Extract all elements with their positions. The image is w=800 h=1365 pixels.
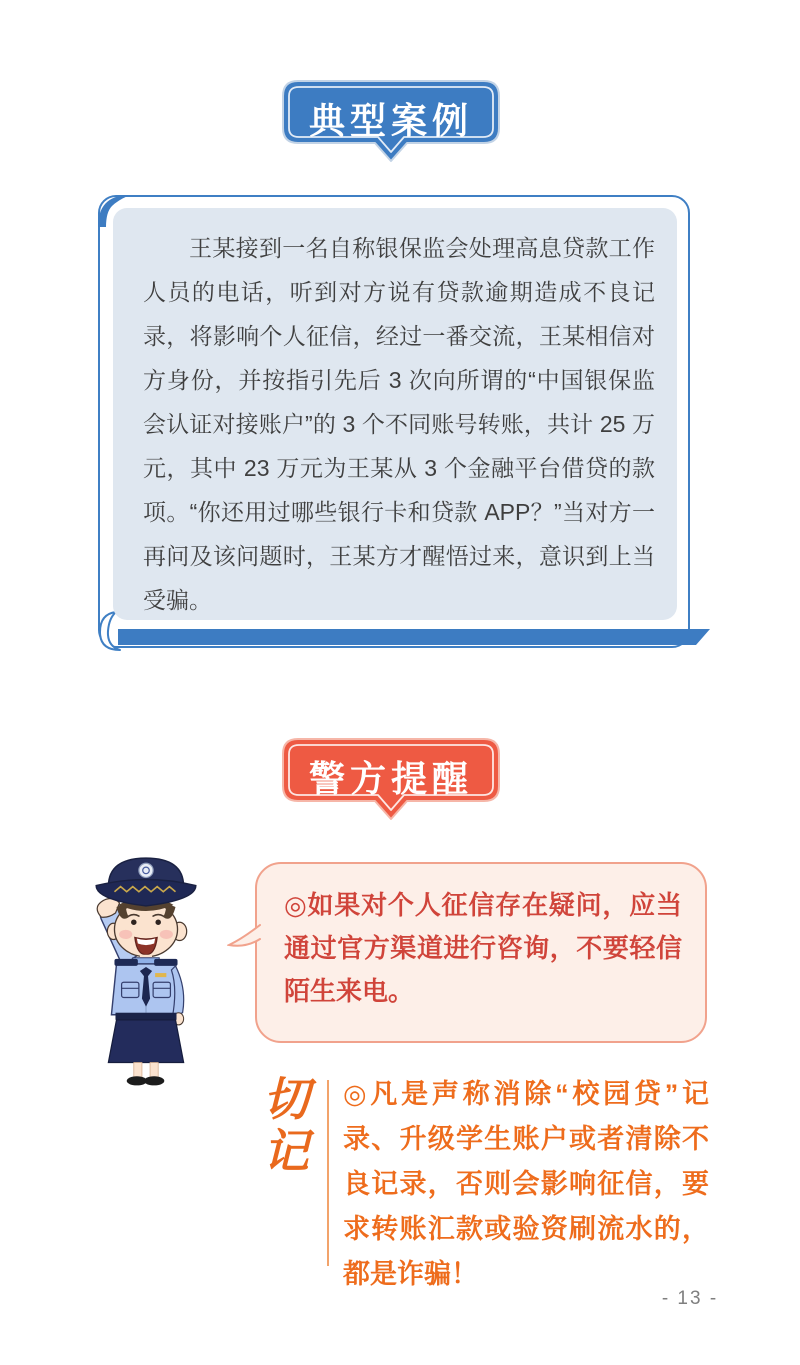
case-panel-inner: [113, 208, 677, 620]
page-number: - 13 -: [661, 1288, 719, 1309]
remember-divider: [327, 1080, 329, 1266]
remember-body-text: ◎凡是声称消除“校园贷”记录、升级学生账户或者清除不良记录，否则会影响征信，要求转账汇款或验资刷流水的，都是诈骗！: [343, 1079, 709, 1289]
scroll-bottom-bar: [118, 629, 710, 645]
policewoman-mascot-icon: [86, 854, 206, 1086]
police-reminder-badge-label: 警方提醒: [308, 759, 473, 799]
typical-case-badge: [282, 80, 500, 164]
remember-title: 切记: [263, 1074, 309, 1177]
case-body-text: 王某接到一名自称银保监会处理高息贷款工作人员的电话，听到对方说有贷款逾期造成不良记录，将影响个人征信，经过一番交流，王某相信对方身份，并按指引先后 3 次向所谓的“中国银保监会认证对接账户”的 3 个不同账号转账，共计 25 万元，其中 23 万元为王某从 3 个金融平台借贷的款项。“你还用过哪些银行卡和贷款 APP？”当对方一再问及该问题时，王某方才醒悟过来，意识到上当受骗。: [143, 235, 655, 613]
police-reminder-badge: [282, 738, 500, 822]
reminder-bubble-text: ◎如果对个人征信存在疑问，应当通过官方渠道进行咨询，不要轻信陌生来电。: [284, 890, 682, 1006]
case-panel: [98, 195, 690, 648]
reminder-speech-bubble: [255, 862, 707, 1043]
speech-bubble-tail-icon: [227, 922, 261, 954]
typical-case-badge-label: 典型案例: [308, 101, 473, 141]
